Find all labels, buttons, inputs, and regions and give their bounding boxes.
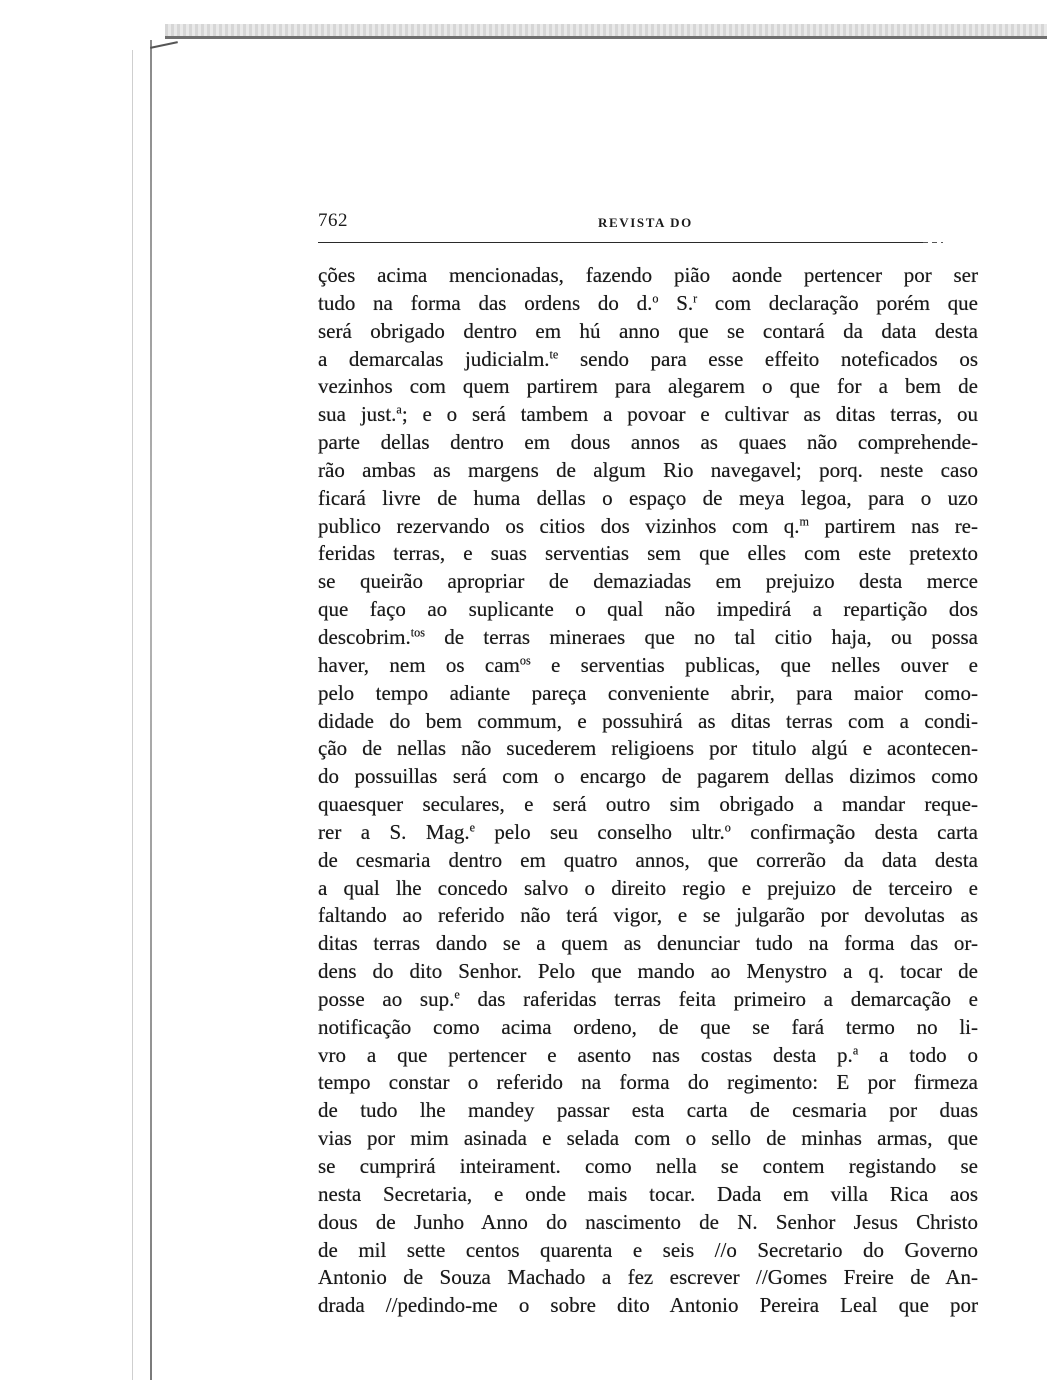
text-line (318, 290, 978, 318)
text-line (318, 1292, 978, 1320)
line-text: ; e o será tambem a povoar e cultivar as ditas terras, ou (401, 402, 978, 427)
line-text: será obrigado dentro em hú anno que se contará da data desta (318, 318, 978, 343)
text-line (318, 1069, 978, 1097)
text-line (318, 986, 978, 1014)
text-line (318, 1237, 978, 1265)
line-text: ções acima mencionadas, fazendo pião aonde pertencer por ser (318, 263, 978, 287)
text-line (318, 540, 978, 568)
line-text: de cesmaria dentro em quatro annos, que correrão da data desta (318, 847, 978, 872)
line-text: a todo o (858, 1042, 979, 1067)
text-line (318, 847, 978, 875)
line-text: dous de Junho Anno do nascimento de N. Senhor Jesus Christo (318, 1209, 978, 1234)
line-text: vro a que pertencer e asento nas costas desta p. (318, 1042, 853, 1067)
text-line (318, 568, 978, 596)
line-text: se cumprirá inteirament. como nella se contem registando se (318, 1154, 978, 1178)
text-line (318, 763, 978, 791)
text-line (318, 318, 978, 346)
superscript-abbreviation: te (549, 347, 559, 362)
header-rule-tail (923, 242, 943, 243)
line-text: posse ao sup. (318, 986, 455, 1011)
line-text: rão ambas as margens de algum Rio navegavel; porq. neste caso (318, 457, 978, 482)
line-text: sua just. (318, 402, 397, 427)
line-text: drada //pedindo-me o sobre dito Antonio Pereira Leal que por (318, 1293, 978, 1318)
superscript-abbreviation: r (693, 291, 698, 306)
text-line (318, 819, 978, 847)
line-text: publico rezervando os citios dos vizinhos com q. (318, 513, 800, 538)
text-line (318, 1097, 978, 1125)
line-text: confirmação desta carta (730, 819, 978, 844)
text-line (318, 1181, 978, 1209)
line-text: parte dellas dentro em dous annos as quaes não comprehende- (318, 430, 978, 455)
scan-top-edge-rule (165, 36, 1047, 39)
text-line (318, 735, 978, 763)
text-line (318, 373, 978, 401)
line-text: ditas terras dando se a quem as denunciar tudo na forma das or- (318, 931, 978, 956)
line-text: tudo na forma das ordens do d. (318, 290, 653, 315)
superscript-abbreviation: a (852, 1043, 859, 1058)
line-text: das raferidas terras feita primeiro a demarcação e (459, 986, 978, 1011)
text-line (318, 791, 978, 819)
scan-corner-mark (150, 41, 178, 49)
line-text: S. (658, 290, 694, 315)
superscript-abbreviation: o (724, 820, 731, 835)
line-text: ção de nellas não sucederem religioens por titulo algú e acontecen- (318, 736, 978, 761)
page-number: 762 (318, 210, 348, 231)
line-text: a demarcalas judicialm. (318, 346, 550, 371)
superscript-abbreviation: e (469, 820, 475, 835)
line-text: e serventias publicas, que nelles ouver e (530, 652, 978, 677)
scan-left-binding-edge (150, 40, 152, 1380)
line-text: vezinhos com quem partirem para alegarem o que for a bem de (318, 374, 978, 399)
scan-left-edge-shadow (132, 50, 133, 1380)
superscript-abbreviation: e (454, 987, 460, 1002)
text-line (318, 513, 978, 541)
line-text: feridas terras, e suas serventias sem que elles com este pretexto (318, 541, 978, 566)
line-text: a qual lhe concedo salvo o direito regio e prejuizo de terceiro e (318, 875, 978, 900)
text-line (318, 596, 978, 624)
text-line (318, 485, 978, 513)
superscript-abbreviation: m (799, 514, 809, 529)
line-text: do possuillas será com o encargo de pagarem dellas dizimos como (318, 764, 978, 789)
text-line (318, 680, 978, 708)
line-text: haver, nem os cam (318, 652, 520, 677)
superscript-abbreviation: tos (410, 625, 425, 640)
line-text: Antonio de Souza Machado a fez escrever //Gomes Freire de An- (318, 1265, 978, 1290)
scan-top-band (165, 24, 1047, 36)
text-line (318, 429, 978, 457)
line-text: com declaração porém que (697, 290, 978, 315)
line-text: ficará livre de huma dellas o espaço de meya legoa, para o uzo (318, 485, 978, 510)
line-text: descobrim. (318, 624, 411, 649)
text-line (318, 457, 978, 485)
text-line (318, 708, 978, 736)
line-text: vias por mim asinada e selada com o sello de minhas armas, que (318, 1126, 978, 1151)
text-line (318, 1264, 978, 1292)
line-text: de mil sette centos quarenta e seis //o Secretario do Governo (318, 1237, 978, 1262)
line-text: notificação como acima ordeno, de que se fará termo no li- (318, 1014, 978, 1039)
line-text: que faço ao suplicante o qual não impedirá a repartição dos (318, 597, 978, 622)
line-text: pelo tempo adiante pareça conveniente abrir, para maior como- (318, 680, 978, 705)
line-text: pelo seu conselho ultr. (474, 819, 725, 844)
line-text: rer a S. Mag. (318, 819, 470, 844)
text-line (318, 1209, 978, 1237)
text-line (318, 346, 978, 374)
line-text: sendo para esse effeito noteficados os (558, 346, 978, 371)
text-line (318, 902, 978, 930)
line-text: quaesquer seculares, e será outro sim obrigado a mandar reque- (318, 792, 978, 817)
superscript-abbreviation: a (396, 402, 402, 417)
text-line (318, 1014, 978, 1042)
text-line (318, 624, 978, 652)
line-text: dens do dito Senhor. Pelo que mando ao Menystro a q. tocar de (318, 959, 978, 984)
line-text: nesta Secretaria, e onde mais tocar. Dada em villa Rica aos (318, 1181, 978, 1206)
text-line (318, 401, 978, 429)
header-rule (318, 242, 923, 243)
running-title: REVISTA DO (598, 215, 693, 230)
line-text: didade do bem commum, e possuhirá as ditas terras com a condi- (318, 708, 978, 733)
line-text: partirem nas re- (808, 513, 978, 538)
line-text: de terras mineraes que no tal citio haja, ou possa (424, 624, 978, 649)
text-line (318, 652, 978, 680)
text-line (318, 1042, 978, 1070)
line-text: tempo constar o referido na forma do regimento: E por firmeza (318, 1070, 978, 1095)
text-line (318, 958, 978, 986)
superscript-abbreviation: o (652, 291, 659, 306)
line-text: faltando ao referido não terá vigor, e se julgarão por devolutas as (318, 903, 978, 928)
text-line (318, 875, 978, 903)
text-line (318, 262, 978, 290)
line-text: se queirão apropriar de demaziadas em prejuizo desta merce (318, 569, 978, 594)
text-line (318, 1153, 978, 1181)
text-body (318, 262, 978, 1320)
line-text: de tudo lhe mandey passar esta carta de cesmaria por duas (318, 1098, 978, 1123)
text-line (318, 1125, 978, 1153)
superscript-abbreviation: os (519, 653, 531, 668)
text-line (318, 930, 978, 958)
